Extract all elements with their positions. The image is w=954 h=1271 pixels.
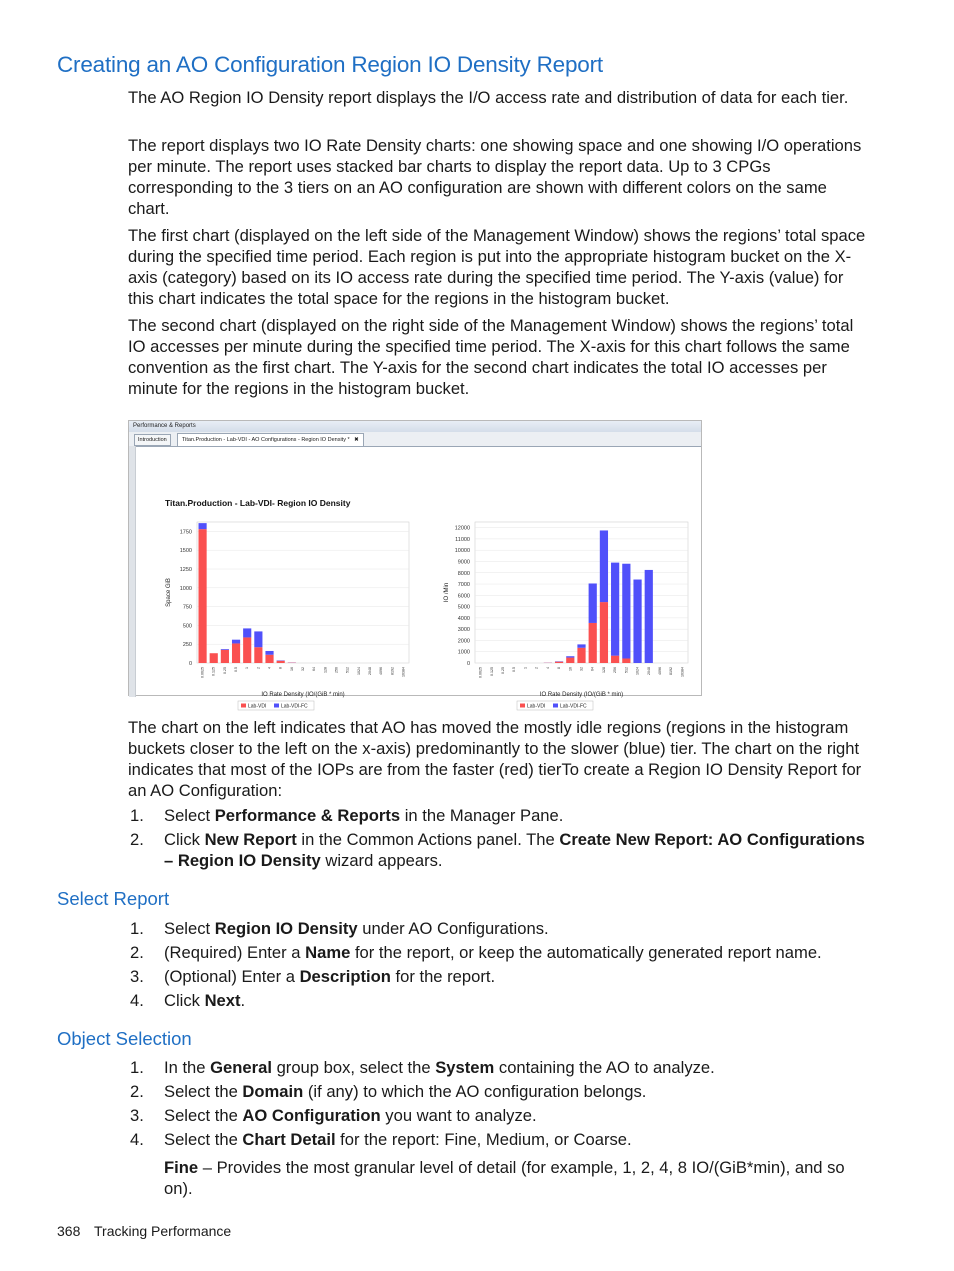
- bar-lab-vdi-fc: [611, 563, 619, 656]
- x-axis-label: IO Rate Density (IO/(GiB * min): [261, 692, 345, 698]
- step-text: (Required) Enter a: [164, 943, 306, 962]
- bar-lab-vdi: [622, 658, 630, 663]
- x-tick-label: 128: [601, 667, 606, 673]
- step-text: for the report.: [390, 967, 496, 986]
- tab-bar: [129, 432, 701, 447]
- side-strip: [129, 446, 136, 697]
- step-number: 2.: [130, 830, 144, 849]
- y-tick-label: 4000: [457, 615, 470, 622]
- tab-report-label: Titan.Production - Lab-VDI - AO Configurations - Region IO Density *: [182, 437, 350, 443]
- step-bold: Region IO Density: [214, 919, 358, 938]
- step-text: Select: [164, 806, 215, 825]
- bar-lab-vdi: [265, 655, 273, 663]
- step-item: [130, 1081, 870, 1102]
- y-axis-label: Space GiB: [166, 578, 172, 607]
- step-text: for the report: Fine, Medium, or Coarse.: [335, 1130, 632, 1149]
- step-item: [130, 918, 870, 939]
- step-number: 4.: [130, 991, 144, 1010]
- bar-lab-vdi-fc: [622, 564, 630, 659]
- intro-paragraph-4: The second chart (displayed on the right side of the Management Window) shows the regions’ total IO accesses per minute during the specified time period. The X-axis for this chart follows the same convention as the first chart. The Y-axis for the second chart indicates the total IO accesses per minute for the regions in the histogram bucket.: [128, 316, 854, 398]
- x-tick-label: 128: [323, 667, 328, 673]
- x-tick-label: 256: [334, 667, 339, 673]
- step-bold: Next: [204, 991, 241, 1010]
- y-tick-label: 3000: [457, 627, 470, 634]
- step-number: 3.: [130, 967, 144, 986]
- y-tick-label: 5000: [457, 604, 470, 611]
- step-item: [130, 829, 870, 871]
- x-tick-label: 16384: [680, 667, 685, 677]
- x-tick-label: 1: [523, 667, 528, 669]
- x-tick-label: 16: [289, 667, 294, 671]
- step-item: [130, 966, 870, 987]
- step-text: Select: [164, 919, 215, 938]
- x-tick-label: 2048: [646, 667, 651, 675]
- step-bold: System: [435, 1058, 495, 1077]
- x-tick-label: 1: [245, 667, 250, 669]
- bar-lab-vdi: [221, 650, 229, 663]
- bar-lab-vdi-fc: [577, 644, 585, 647]
- page-title: Creating an AO Configuration Region IO Density Report: [57, 52, 603, 77]
- page-number: 368: [57, 1223, 81, 1239]
- legend-label-lab-vdi-fc: Lab-VDI-FC: [560, 703, 587, 710]
- step-text: Select the: [164, 1106, 243, 1125]
- x-tick-label: 8: [557, 667, 562, 669]
- y-tick-label: 750: [182, 604, 192, 611]
- bar-lab-vdi-fc: [566, 656, 574, 657]
- y-tick-label: 0: [188, 661, 192, 667]
- step-bold: Create New Report: AO Configurations – Region IO Density: [164, 830, 865, 870]
- legend-label-lab-vdi: Lab-VDI: [527, 703, 546, 710]
- step-bold: Name: [305, 943, 351, 962]
- bar-lab-vdi-fc: [254, 631, 262, 647]
- step-text: you want to analyze.: [380, 1106, 537, 1125]
- x-tick-label: 0.5: [512, 667, 517, 672]
- fine-text: – Provides the most granular level of detail (for example, 1, 2, 4, 8 IO/(GiB*min), and so on).: [164, 1158, 845, 1198]
- step-bold: Chart Detail: [242, 1130, 336, 1149]
- step-text: in the Common Actions panel. The: [296, 830, 560, 849]
- step-bold: Domain: [242, 1082, 304, 1101]
- intro-paragraph-1: The AO Region IO Density report displays the I/O access rate and distribution of data for each tier.: [128, 88, 849, 107]
- step-number: 1.: [130, 1058, 144, 1077]
- step-text: Select the: [164, 1130, 243, 1149]
- footer-section: Tracking Performance: [94, 1223, 232, 1239]
- x-tick-label: 0.125: [489, 667, 494, 676]
- step-number: 2.: [130, 1082, 144, 1101]
- plot-area: [475, 522, 688, 663]
- report-screenshot: [128, 420, 702, 710]
- x-tick-label: 0.5: [234, 667, 239, 672]
- tab-report[interactable]: [177, 433, 364, 446]
- step-text: Select the: [164, 1082, 243, 1101]
- close-icon[interactable]: ✖: [354, 437, 359, 443]
- step-item: [130, 1105, 870, 1126]
- y-axis-label: IO /Min: [444, 582, 450, 603]
- step-item: [130, 990, 870, 1011]
- bar-lab-vdi-fc: [232, 640, 240, 644]
- intro-paragraph-2: The report displays two IO Rate Density charts: one showing space and one showing I/O operations per minute. The report uses stacked bar charts to display the report data. Up to 3 CPGs corresponding to the 3 tiers on an AO configuration are shown with different colors on the same chart.: [128, 136, 862, 218]
- x-tick-label: 0.125: [211, 667, 216, 676]
- x-tick-label: 512: [624, 667, 629, 673]
- step-text: in the Manager Pane.: [400, 806, 564, 825]
- bar-lab-vdi-fc: [589, 583, 597, 622]
- intro-paragraph-3: The first chart (displayed on the left side of the Management Window) shows the regions’ total space during the specified time period. Each region is put into the appropriate histogram bucket on the X-axis (category) based on its IO access rate during the specified time period. The Y-axis (value) for this chart indicates the total space for the regions in the histogram bucket.: [128, 226, 866, 308]
- object-selection-heading: Object Selection: [57, 1028, 192, 1049]
- fine-description: [164, 1157, 864, 1199]
- chart-canvas: [136, 447, 701, 710]
- step-bold: Performance & Reports: [214, 806, 401, 825]
- bar-lab-vdi: [566, 658, 574, 663]
- bar-lab-vdi: [589, 623, 597, 663]
- y-tick-label: 0: [466, 661, 470, 667]
- step-text: for the report, or keep the automatically generated report name.: [350, 943, 822, 962]
- x-tick-label: 1024: [635, 667, 640, 675]
- bar-lab-vdi: [611, 656, 619, 663]
- bar-lab-vdi: [577, 648, 585, 663]
- bar-lab-vdi-fc: [265, 651, 273, 655]
- legend-swatch-blue: [274, 704, 279, 708]
- y-tick-label: 11000: [455, 536, 470, 543]
- bar-lab-vdi-fc: [243, 628, 251, 637]
- step-number: 1.: [130, 919, 144, 938]
- bar-lab-vdi-fc: [199, 523, 207, 529]
- step-item: [130, 1057, 870, 1078]
- step-text: Click: [164, 830, 205, 849]
- step-item: [130, 805, 870, 826]
- y-tick-label: 1750: [179, 529, 192, 536]
- step-number: 4.: [130, 1130, 144, 1149]
- step-number: 1.: [130, 806, 144, 825]
- bar-lab-vdi: [210, 653, 218, 663]
- y-tick-label: 2000: [457, 638, 470, 645]
- bar-lab-vdi: [199, 529, 207, 663]
- x-tick-label: 0.25: [222, 667, 227, 674]
- step-bold: AO Configuration: [242, 1106, 381, 1125]
- y-tick-label: 1000: [179, 585, 192, 592]
- legend-label-lab-vdi: Lab-VDI: [248, 703, 267, 710]
- bar-lab-vdi: [277, 661, 285, 663]
- step-text: containing the AO to analyze.: [494, 1058, 715, 1077]
- x-tick-label: 32: [301, 667, 305, 671]
- plot-area: [197, 522, 409, 663]
- step-text: (if any) to which the AO configuration belongs.: [303, 1082, 647, 1101]
- step-item: [130, 942, 870, 963]
- y-tick-label: 1250: [179, 567, 192, 573]
- step-number: 2.: [130, 943, 144, 962]
- x-tick-label: 2048: [367, 667, 372, 675]
- window-titlebar: [129, 421, 701, 432]
- x-tick-label: 8192: [390, 667, 395, 675]
- x-tick-label: 32: [579, 667, 584, 671]
- bar-lab-vdi: [600, 602, 608, 663]
- x-tick-label: 8: [278, 667, 283, 669]
- step-bold: General: [210, 1058, 272, 1077]
- x-axis-label: IO Rate Density (IO/(GiB * min): [539, 692, 624, 698]
- step-bold: Description: [299, 967, 391, 986]
- tab-introduction-label: Introduction: [138, 437, 167, 443]
- step-text: wizard appears.: [320, 851, 443, 870]
- legend-swatch-blue: [553, 704, 558, 708]
- step-text: (Optional) Enter a: [164, 967, 300, 986]
- step-text: under AO Configurations.: [357, 919, 549, 938]
- y-tick-label: 9000: [457, 559, 470, 566]
- bar-lab-vdi: [254, 647, 262, 663]
- tab-introduction[interactable]: [134, 434, 171, 446]
- x-tick-label: 256: [613, 667, 618, 673]
- step-text: .: [240, 991, 246, 1010]
- step-text: In the: [164, 1058, 211, 1077]
- x-tick-label: 8192: [669, 667, 674, 675]
- x-tick-label: 4: [267, 667, 272, 669]
- bar-lab-vdi-fc: [633, 580, 641, 663]
- y-tick-label: 1000: [457, 649, 470, 656]
- x-tick-label: 16384: [401, 667, 406, 677]
- fine-label: Fine: [164, 1158, 199, 1177]
- step-bold: New Report: [204, 830, 297, 849]
- x-tick-label: 4096: [379, 667, 384, 675]
- x-tick-label: 512: [345, 667, 350, 673]
- x-tick-label: 4096: [657, 667, 662, 675]
- bar-lab-vdi: [232, 643, 240, 663]
- bar-lab-vdi-fc: [221, 649, 229, 650]
- window-title: Performance & Reports: [133, 423, 196, 429]
- y-tick-label: 7000: [457, 582, 470, 589]
- x-tick-label: 2: [534, 667, 539, 669]
- step-text: Click: [164, 991, 205, 1010]
- x-tick-label: 16: [568, 667, 573, 671]
- legend-swatch-red: [520, 704, 525, 708]
- y-tick-label: 500: [182, 623, 192, 630]
- y-tick-label: 6000: [457, 593, 470, 600]
- x-tick-label: 0.0625: [478, 667, 483, 678]
- step-item: [130, 1129, 870, 1150]
- step-number: 3.: [130, 1106, 144, 1125]
- x-tick-label: 64: [590, 667, 595, 671]
- step-text: group box, select the: [271, 1058, 436, 1077]
- bar-lab-vdi-fc: [645, 570, 653, 663]
- legend-swatch-red: [241, 704, 246, 708]
- select-report-heading: Select Report: [57, 888, 170, 909]
- y-tick-label: 10000: [454, 548, 470, 555]
- bar-lab-vdi: [243, 637, 251, 663]
- x-tick-label: 0.0625: [200, 667, 205, 678]
- x-tick-label: 64: [312, 667, 317, 671]
- page-footer: [57, 1223, 231, 1239]
- x-tick-label: 0.25: [501, 667, 506, 674]
- y-tick-label: 12000: [454, 525, 470, 532]
- legend-label-lab-vdi-fc: Lab-VDI-FC: [281, 703, 308, 710]
- charts-svg: [136, 447, 703, 710]
- y-tick-label: 250: [182, 642, 192, 649]
- x-tick-label: 4: [545, 667, 550, 669]
- chart-title: Titan.Production - Lab-VDI- Region IO Density: [165, 498, 351, 508]
- y-tick-label: 8000: [457, 570, 470, 577]
- bar-lab-vdi: [555, 662, 563, 663]
- x-tick-label: 2: [256, 667, 261, 669]
- y-tick-label: 1500: [179, 548, 192, 555]
- after-paragraph: The chart on the left indicates that AO has moved the mostly idle regions (regions in the histogram buckets closer to the left on the x-axis) predominantly to the slower (blue) tier. The chart on the right indicates that most of the IOPs are from the faster (red) tierTo create a Region IO Density Report for an AO Configuration:: [128, 718, 862, 800]
- bar-lab-vdi-fc: [600, 530, 608, 602]
- x-tick-label: 1024: [356, 667, 361, 675]
